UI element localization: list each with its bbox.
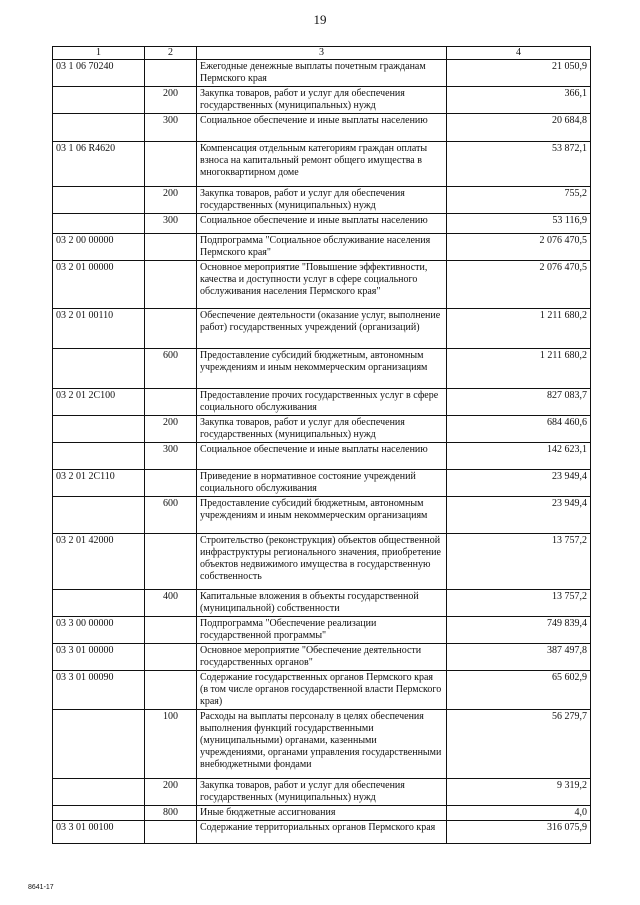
row-amount-cell: 56 279,7: [447, 710, 591, 779]
row-expense-kind-cell: [145, 389, 197, 416]
row-amount-cell: 827 083,7: [447, 389, 591, 416]
row-amount-cell: 53 872,1: [447, 142, 591, 187]
row-amount-cell: 142 623,1: [447, 443, 591, 470]
row-amount-cell: 684 460,6: [447, 416, 591, 443]
row-expense-kind-cell: [145, 261, 197, 309]
row-amount-cell: 13 757,2: [447, 534, 591, 590]
row-expense-kind-cell: 300: [145, 443, 197, 470]
table-row: [53, 60, 591, 87]
row-name-cell: Основное мероприятие "Повышение эффективности, качества и доступности услуг в сфере социального обслуживания населения Пермского края": [197, 261, 447, 309]
row-name-cell: Подпрограмма "Обеспечение реализации государственной программы": [197, 617, 447, 644]
row-expense-kind-cell: [145, 60, 197, 87]
row-expense-kind-cell: [145, 534, 197, 590]
row-code-cell: [53, 806, 145, 821]
row-name-cell: Расходы на выплаты персоналу в целях обеспечения выполнения функций государственными (муниципальными) органами, казенными учреждениями, органами управления государственными внебюджетными фондами: [197, 710, 447, 779]
row-code-cell: [53, 187, 145, 214]
row-code-cell: 03 2 01 00110: [53, 309, 145, 349]
budget-table: [52, 46, 591, 844]
table-row: [53, 349, 591, 389]
row-amount-cell: 13 757,2: [447, 590, 591, 617]
table-row: [53, 590, 591, 617]
row-name-cell: Подпрограмма "Социальное обслуживание населения Пермского края": [197, 234, 447, 261]
column-header-3: 3: [197, 47, 447, 60]
document-code: 8641-17: [28, 884, 54, 891]
table-row: [53, 443, 591, 470]
column-header-4: 4: [447, 47, 591, 60]
row-amount-cell: 2 076 470,5: [447, 234, 591, 261]
row-code-cell: 03 3 00 00000: [53, 617, 145, 644]
row-expense-kind-cell: [145, 617, 197, 644]
row-expense-kind-cell: 200: [145, 87, 197, 114]
table-row: [53, 534, 591, 590]
row-code-cell: 03 2 00 00000: [53, 234, 145, 261]
row-name-cell: Предоставление субсидий бюджетным, автономным учреждениям и иным некоммерческим организациям: [197, 349, 447, 389]
table-row: [53, 234, 591, 261]
row-expense-kind-cell: [145, 644, 197, 671]
row-amount-cell: 21 050,9: [447, 60, 591, 87]
table-row: [53, 187, 591, 214]
row-name-cell: Содержание государственных органов Пермского края (в том числе органов государственной власти Пермского края): [197, 671, 447, 710]
row-name-cell: Основное мероприятие "Обеспечение деятельности государственных органов": [197, 644, 447, 671]
row-code-cell: [53, 349, 145, 389]
row-name-cell: Предоставление прочих государственных услуг в сфере социального обслуживания: [197, 389, 447, 416]
row-name-cell: Иные бюджетные ассигнования: [197, 806, 447, 821]
row-expense-kind-cell: 200: [145, 187, 197, 214]
row-name-cell: Закупка товаров, работ и услуг для обеспечения государственных (муниципальных) нужд: [197, 87, 447, 114]
row-code-cell: 03 3 01 00000: [53, 644, 145, 671]
row-expense-kind-cell: [145, 470, 197, 497]
row-code-cell: [53, 416, 145, 443]
row-amount-cell: 755,2: [447, 187, 591, 214]
row-amount-cell: 2 076 470,5: [447, 261, 591, 309]
row-name-cell: Социальное обеспечение и иные выплаты населению: [197, 214, 447, 234]
row-expense-kind-cell: 300: [145, 114, 197, 142]
row-name-cell: Закупка товаров, работ и услуг для обеспечения государственных (муниципальных) нужд: [197, 779, 447, 806]
row-name-cell: Обеспечение деятельности (оказание услуг, выполнение работ) государственных учреждений (организаций): [197, 309, 447, 349]
table-row: [53, 644, 591, 671]
row-code-cell: [53, 114, 145, 142]
table-row: [53, 114, 591, 142]
table-row: [53, 617, 591, 644]
row-name-cell: Закупка товаров, работ и услуг для обеспечения государственных (муниципальных) нужд: [197, 187, 447, 214]
table-row: [53, 497, 591, 534]
row-expense-kind-cell: 400: [145, 590, 197, 617]
row-amount-cell: 65 602,9: [447, 671, 591, 710]
column-header-2: 2: [145, 47, 197, 60]
table-row: [53, 671, 591, 710]
row-expense-kind-cell: [145, 309, 197, 349]
row-expense-kind-cell: 600: [145, 497, 197, 534]
table-row: [53, 261, 591, 309]
row-code-cell: 03 1 06 R4620: [53, 142, 145, 187]
row-name-cell: Ежегодные денежные выплаты почетным гражданам Пермского края: [197, 60, 447, 87]
row-code-cell: [53, 590, 145, 617]
table-row: [53, 779, 591, 806]
table-row: [53, 806, 591, 821]
row-expense-kind-cell: [145, 234, 197, 261]
row-amount-cell: 366,1: [447, 87, 591, 114]
row-amount-cell: 4,0: [447, 806, 591, 821]
row-code-cell: [53, 710, 145, 779]
row-expense-kind-cell: 200: [145, 416, 197, 443]
row-code-cell: [53, 779, 145, 806]
column-header-1: 1: [53, 47, 145, 60]
row-code-cell: [53, 87, 145, 114]
row-name-cell: Приведение в нормативное состояние учреждений социального обслуживания: [197, 470, 447, 497]
row-amount-cell: 1 211 680,2: [447, 349, 591, 389]
table-row: [53, 389, 591, 416]
table-row: [53, 416, 591, 443]
row-name-cell: Содержание территориальных органов Пермского края: [197, 821, 447, 844]
row-expense-kind-cell: [145, 142, 197, 187]
table-row: [53, 710, 591, 779]
row-amount-cell: 316 075,9: [447, 821, 591, 844]
table-row: [53, 87, 591, 114]
row-expense-kind-cell: [145, 671, 197, 710]
row-code-cell: 03 3 01 00090: [53, 671, 145, 710]
table-row: [53, 214, 591, 234]
row-expense-kind-cell: 800: [145, 806, 197, 821]
row-code-cell: 03 3 01 00100: [53, 821, 145, 844]
row-amount-cell: 387 497,8: [447, 644, 591, 671]
page-number: 19: [313, 12, 327, 27]
row-expense-kind-cell: 600: [145, 349, 197, 389]
row-name-cell: Социальное обеспечение и иные выплаты населению: [197, 114, 447, 142]
row-code-cell: 03 2 01 2С110: [53, 470, 145, 497]
row-code-cell: [53, 443, 145, 470]
row-code-cell: [53, 214, 145, 234]
row-amount-cell: 9 319,2: [447, 779, 591, 806]
row-name-cell: Предоставление субсидий бюджетным, автономным учреждениям и иным некоммерческим организациям: [197, 497, 447, 534]
row-name-cell: Компенсация отдельным категориям граждан оплаты взноса на капитальный ремонт общего имущества в многоквартирном доме: [197, 142, 447, 187]
row-amount-cell: 53 116,9: [447, 214, 591, 234]
row-code-cell: 03 2 01 2С100: [53, 389, 145, 416]
row-name-cell: Закупка товаров, работ и услуг для обеспечения государственных (муниципальных) нужд: [197, 416, 447, 443]
table-row: [53, 821, 591, 844]
row-code-cell: 03 2 01 42000: [53, 534, 145, 590]
table-header-row: [53, 47, 591, 60]
row-amount-cell: 1 211 680,2: [447, 309, 591, 349]
row-expense-kind-cell: 300: [145, 214, 197, 234]
row-amount-cell: 23 949,4: [447, 470, 591, 497]
row-name-cell: Социальное обеспечение и иные выплаты населению: [197, 443, 447, 470]
row-name-cell: Капитальные вложения в объекты государственной (муниципальной) собственности: [197, 590, 447, 617]
row-expense-kind-cell: 100: [145, 710, 197, 779]
row-code-cell: [53, 497, 145, 534]
row-code-cell: 03 1 06 70240: [53, 60, 145, 87]
table-row: [53, 309, 591, 349]
row-amount-cell: 749 839,4: [447, 617, 591, 644]
row-name-cell: Строительство (реконструкция) объектов общественной инфраструктуры регионального значения, приобретение объектов недвижимого имущества в государственную собственность: [197, 534, 447, 590]
table-body: [53, 60, 591, 844]
row-code-cell: 03 2 01 00000: [53, 261, 145, 309]
table-row: [53, 142, 591, 187]
row-expense-kind-cell: 200: [145, 779, 197, 806]
row-amount-cell: 20 684,8: [447, 114, 591, 142]
row-expense-kind-cell: [145, 821, 197, 844]
table-row: [53, 470, 591, 497]
row-amount-cell: 23 949,4: [447, 497, 591, 534]
